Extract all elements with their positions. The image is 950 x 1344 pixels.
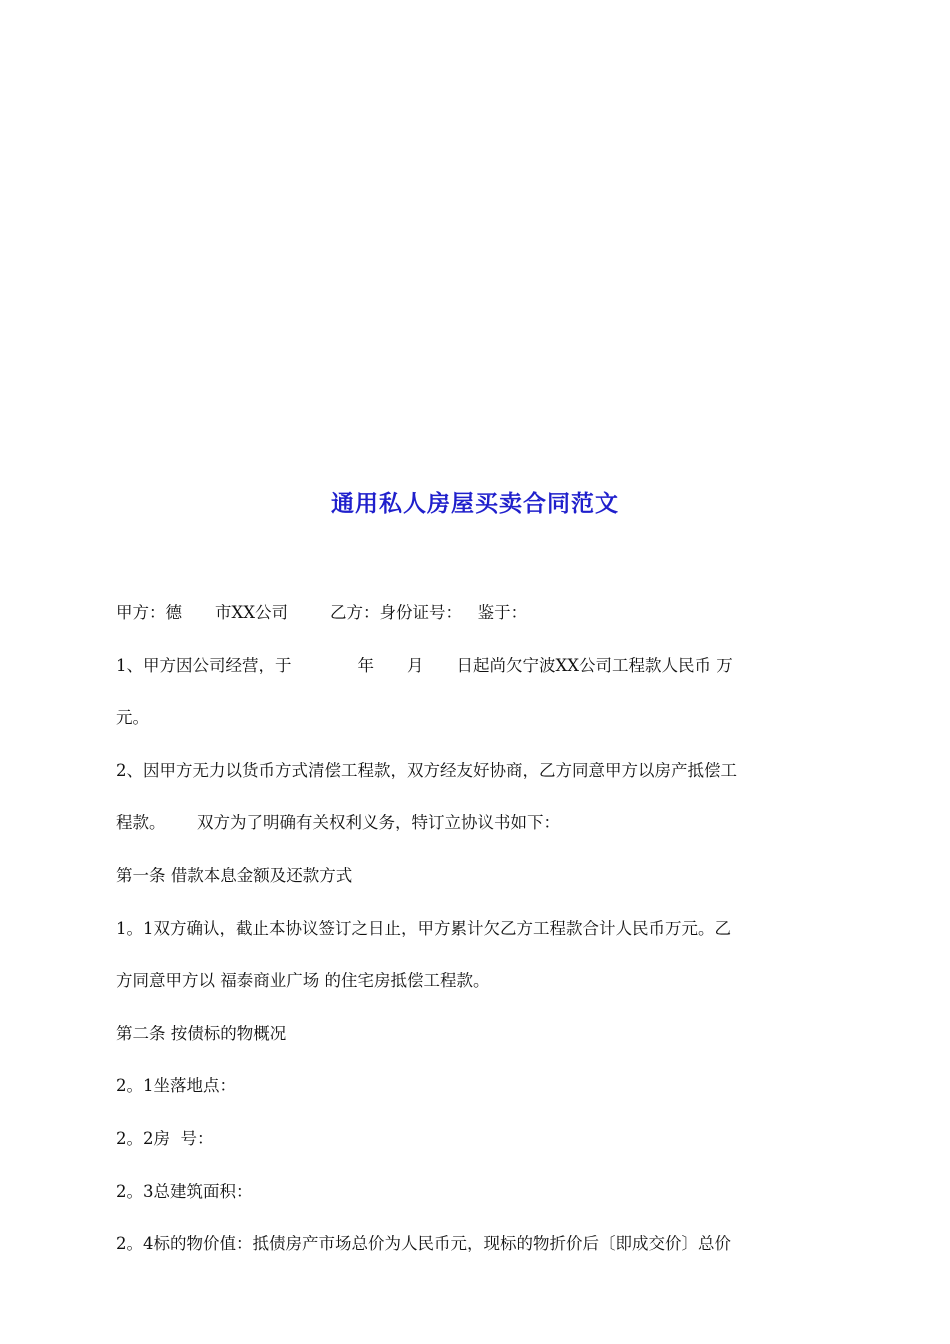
article-1-1-line-2: 方同意甲方以 福泰商业广场 的住宅房抵偿工程款。 <box>116 972 490 990</box>
clause-2-line-1: 2、因甲方无力以货币方式清偿工程款，双方经友好协商，乙方同意甲方以房产抵偿工 <box>116 761 737 779</box>
article-2-4: 2。4标的物价值：抵债房产市场总价为人民币元，现标的物折价后〔即成交价〕总价 <box>116 1235 731 1253</box>
document-title: 通用私人房屋买卖合同范文 <box>331 491 619 517</box>
article-2-2: 2。2房 号： <box>116 1129 214 1147</box>
clause-1-line-2: 元。 <box>116 709 149 727</box>
clause-2-line-2: 程款。 双方为了明确有关权利义务，特订立协议书如下： <box>116 814 560 832</box>
clause-1-line-1: 1、甲方因公司经营，于________年____月____日起尚欠宁波XX公司工程款人民币 万 <box>116 656 733 674</box>
article-2-3: 2。3总建筑面积： <box>116 1182 253 1200</box>
article-2-heading: 第二条 按债标的物概况 <box>116 1024 287 1042</box>
party-line: 甲方：德____市XX公司 乙方：身份证号： 鉴于： <box>116 604 528 621</box>
document-body <box>116 604 844 1288</box>
article-1-1-line-1: 1。1双方确认，截止本协议签订之日止，甲方累计欠乙方工程款合计人民币万元。乙 <box>116 919 731 937</box>
article-1-heading: 第一条 借款本息金额及还款方式 <box>116 866 353 884</box>
article-2-1: 2。1坐落地点： <box>116 1077 236 1095</box>
